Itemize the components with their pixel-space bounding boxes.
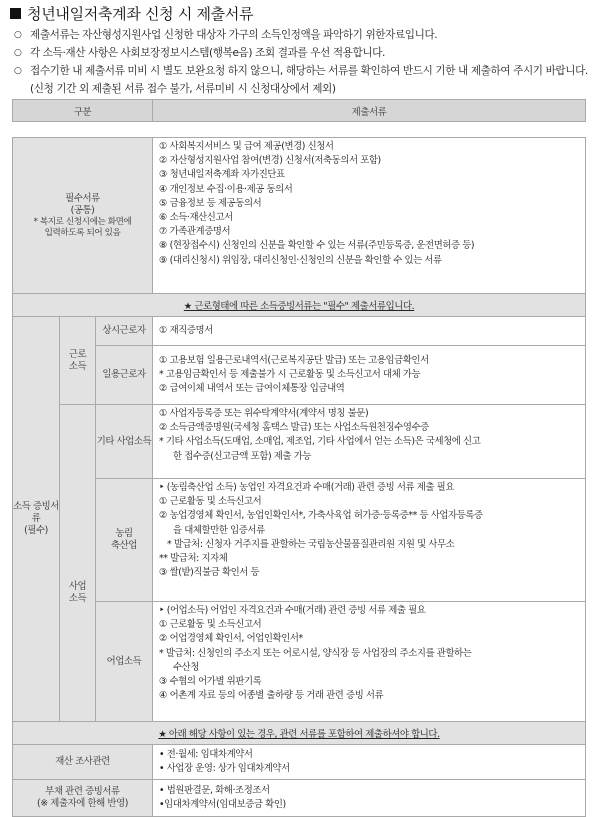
list-item: 을 대체할만한 입증서류 bbox=[173, 524, 265, 536]
agriculture-label: 농림 축산업 bbox=[96, 479, 153, 602]
business-income-label: 사업 소득 bbox=[60, 405, 96, 722]
list-item: ① 근로활동 및 소득신고서 bbox=[159, 619, 262, 631]
header-category: 구분 bbox=[13, 100, 153, 122]
row-required-common bbox=[13, 138, 586, 294]
list-item: ② 소득금액증명원(국세청 홈택스 발급) 또는 사업소득원천징수영수증 bbox=[159, 422, 429, 434]
agriculture-items bbox=[153, 479, 586, 602]
list-item: ① 고용보험 일용근로내역서(근로복지공단 발급) 또는 고용임금확인서 bbox=[159, 354, 429, 366]
required-common-items bbox=[153, 138, 586, 294]
list-item: • 사업장 운영: 상가 임대차계약서 bbox=[159, 763, 290, 774]
daily-worker-items bbox=[153, 346, 586, 405]
other-business-items bbox=[153, 405, 586, 479]
list-item: ① 사회복지서비스 및 급여 제공(변경) 신청서 bbox=[159, 141, 334, 152]
notice-row-income bbox=[13, 294, 586, 317]
list-item: ** 발급처: 지자체 bbox=[159, 553, 228, 565]
list-item: * 발급처: 신청인의 주소지 또는 어로시설, 양식장 등 사업장의 주소지를 관할하는 bbox=[159, 647, 472, 659]
fishery-label: 어업소득 bbox=[96, 602, 153, 722]
list-item: • 법원판결문, 화해·조정조서 bbox=[159, 784, 270, 796]
list-item: * 기타 사업소득(도매업, 소매업, 제조업, 기타 사업에서 얻는 소득)은 국세청에 신고 bbox=[159, 436, 481, 448]
debt-label: 부채 관련 증빙서류 (※ 제출자에 한해 반영) bbox=[13, 780, 153, 817]
row-fishery bbox=[13, 602, 586, 722]
circle-bullet-icon: ○ bbox=[14, 30, 22, 40]
list-item: ③ 청년내일저축계좌 자가진단표 bbox=[159, 169, 285, 181]
table-header-row bbox=[13, 100, 586, 122]
intro-bullets bbox=[14, 26, 594, 98]
row-regular-worker bbox=[13, 317, 586, 346]
list-item: ② 급여이체 내역서 또는 급여이체통장 입금내역 bbox=[159, 383, 345, 395]
list-item: ③ 쌀(밭)직불금 확인서 등 bbox=[159, 567, 260, 579]
row-daily-worker bbox=[13, 346, 586, 405]
list-item: ⑨ (대리신청시) 위임장, 대리신청인·신청인의 신분을 확인할 수 있는 서류 bbox=[159, 254, 442, 266]
list-item: ⑧ (현장접수시) 신청인의 신분을 확인할 수 있는 서류(주민등록증, 운전면허증 등) bbox=[159, 240, 475, 252]
property-label: 재산 조사관련 bbox=[13, 745, 153, 780]
list-item: ① 재직증명서 bbox=[159, 324, 213, 336]
notice-income: ★ 근로형태에 따른 소득증빙서류는 "필수" 제출서류입니다. bbox=[183, 301, 415, 312]
daily-worker-label: 일용근로자 bbox=[96, 346, 153, 405]
property-items bbox=[153, 745, 586, 780]
list-item: ⑦ 가족관계증명서 bbox=[159, 226, 231, 238]
list-item: ② 농업경영체 확인서, 농업인확인서*, 가축사육업 허가증·등록증** 등 사업자등록증 bbox=[159, 510, 483, 522]
list-item: 수산청 bbox=[173, 661, 199, 673]
notice-related: ★ 아래 해당 사항이 있는 경우, 관련 서류를 포함하여 제출하셔야 합니다. bbox=[158, 729, 440, 740]
list-item: •임대차계약서(임대보증금 확인) bbox=[159, 799, 286, 810]
list-item: ② 자산형성지원사업 참여(변경) 신청서(저축동의서 포함) bbox=[159, 155, 381, 167]
regular-worker-label: 상시근로자 bbox=[96, 317, 153, 346]
regular-worker-items bbox=[153, 317, 586, 346]
list-item: ④ 개인정보 수집·이용·제공 동의서 bbox=[159, 183, 293, 195]
list-item: ⑥ 소득·재산신고서 bbox=[159, 212, 233, 224]
row-other-business bbox=[13, 405, 586, 479]
list-item: ① 근로활동 및 소득신고서 bbox=[159, 496, 262, 508]
income-proof-label: 소득 증빙서 류 (필수) bbox=[13, 317, 60, 722]
list-item: * 고용임금확인서 등 제출불가 시 근로활동 및 소득신고서 대체 가능 bbox=[159, 368, 421, 380]
circle-bullet-icon: ○ bbox=[14, 48, 22, 58]
circle-bullet-icon: ○ bbox=[14, 66, 22, 76]
list-item: • 전·월세: 임대차계약서 bbox=[159, 748, 253, 760]
title-text: 청년내일저축계좌 신청 시 제출서류 bbox=[27, 5, 254, 23]
list-item: ② 어업경영체 확인서, 어업인확인서* bbox=[159, 633, 303, 645]
earned-income-label: 근로 소득 bbox=[60, 317, 96, 405]
page-title bbox=[10, 3, 253, 24]
list-item: * 발급처: 신청자 거주지를 관할하는 국립농산물품질관리원 지원 및 사무소 bbox=[167, 538, 455, 550]
other-business-label: 기타 사업소득 bbox=[96, 405, 153, 479]
list-item: ‣ (어업소득) 어업인 자격요건과 수매(거래) 관련 증빙 서류 제출 필요 bbox=[159, 605, 426, 616]
list-item: ③ 수협의 어가별 위판기록 bbox=[159, 676, 262, 688]
list-item: ① 사업자등록증 또는 위수탁계약서(계약서 명칭 불문) bbox=[159, 408, 369, 419]
list-item: ‣ (농림축산업 소득) 농업인 자격요건과 수매(거래) 관련 증빙 서류 제출 필요 bbox=[159, 482, 454, 493]
notice-row-related bbox=[13, 722, 586, 745]
list-item: 한 접수증(신고금액 포함) 제출 가능 bbox=[173, 450, 312, 462]
row-agriculture bbox=[13, 479, 586, 602]
header-documents: 제출서류 bbox=[153, 100, 586, 122]
list-item: ④ 어촌계 자료 등의 어종별 출하량 등 거래 관련 증빙 서류 bbox=[159, 690, 384, 702]
documents-table bbox=[12, 99, 586, 817]
required-common-label: 필수서류 (공통) * 복지로 신청시에는 화면에 입력하도록 되어 있음 bbox=[13, 138, 153, 294]
fishery-items bbox=[153, 602, 586, 722]
row-property bbox=[13, 745, 586, 780]
intro-bullet: ○ 제출서류는 자산형성지원사업 신청한 대상자 가구의 소득인정액을 파악하기 위한자료입니다. bbox=[14, 26, 594, 44]
list-item: ⑤ 금융정보 등 제공동의서 bbox=[159, 197, 262, 209]
intro-bullet: ○ 각 소득·재산 사항은 사회보장정보시스템(행복e음) 조회 결과를 우선 적용합니다. bbox=[14, 44, 594, 62]
spacer-row bbox=[13, 122, 586, 138]
intro-bullet: ○ 접수기한 내 제출서류 미비 시 별도 보완요청 하지 않으니, 해당하는 서류를 확인하여 반드시 기한 내 제출하여 주시기 바랍니다.(신청 기간 외 제출된 서류 접수 불가, 서류미비 시 신청대상에서 제외) bbox=[14, 62, 594, 98]
square-bullet-icon bbox=[10, 8, 21, 19]
